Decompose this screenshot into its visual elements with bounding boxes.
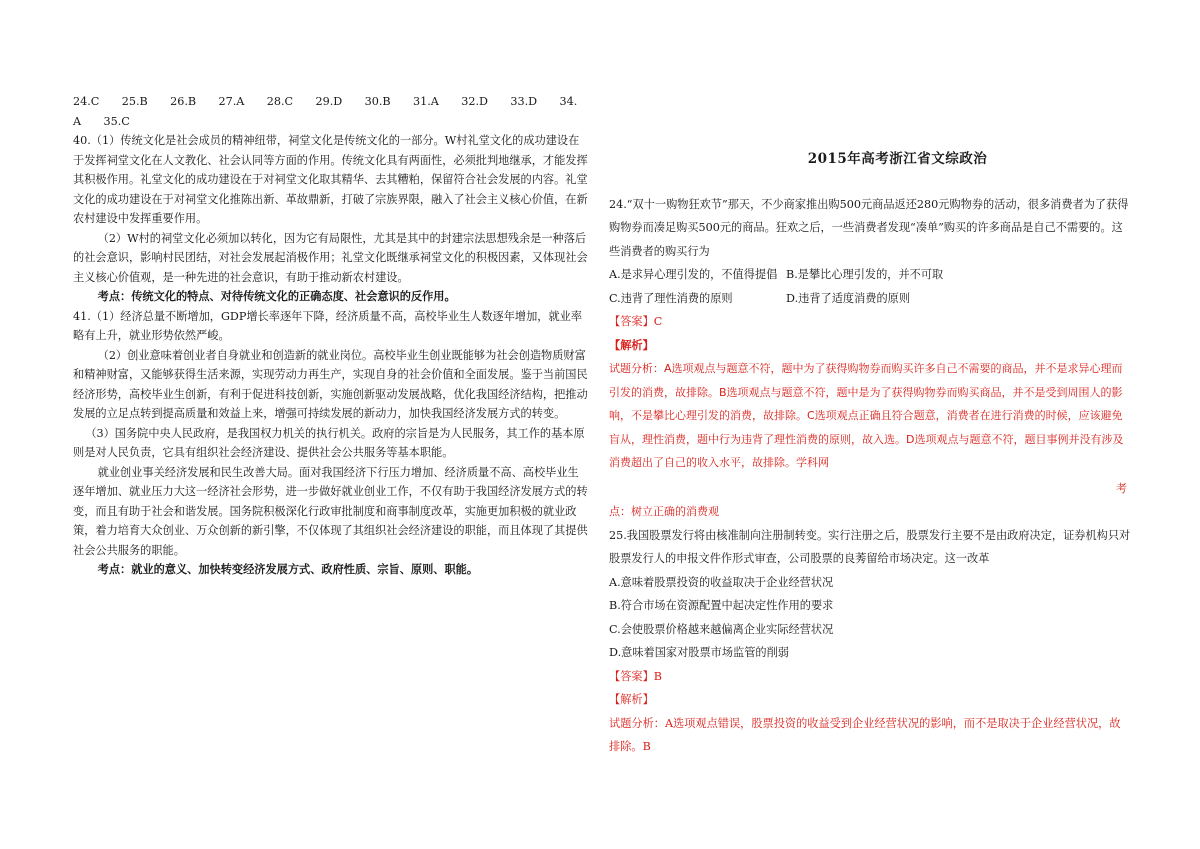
answer-value: C	[653, 315, 663, 328]
q25-option-c: C.会使股票价格越来越偏离企业实际经营状况	[609, 622, 834, 636]
q24-analysis: 试题分析：A选项观点与题意不符，题中为了获得购物券而购买许多自己不需要的商品，并不是求异心理而引发的消费，故排除。B选项观点与题意不符，题中是为了获得购物券而购买商品，并不是受到周围人的影响，不是攀比心理引发的消费，故排除。C选项观点正确且符合题意，消费者在进行消费的时候，应该避免盲从，理性消费，题中行为违背了理性消费的原则，故入选。D选项观点与题意不符，题目事例并没有涉及消费超出了自己的收入水平，故排除。学科网	[609, 362, 1124, 469]
q25-option-b: B.符合市场在资源配置中起决定性作用的要求	[609, 599, 834, 612]
q25-analysis-tag: 【解析】	[609, 693, 654, 706]
q41-part3: （3）国务院中央人民政府，是我国权力机关的执行机关。政府的宗旨是为人民服务，其工作的基本原则是对人民负责，它具有组织社会经济建设、提供社会公共服务等基本职能。	[73, 426, 585, 459]
q25-stem: 25.我国股票发行将由核准制向注册制转变。实行注册之后，股票发行主要不是由政府决定，证券机构只对股票发行人的申报文件作形式审查，公司股票的良莠留给市场决定。这一改革	[609, 528, 1131, 565]
q41-part1: 41.（1）经济总量不断增加，GDP增长率逐年下降，经济质量不高，高校毕业生人数逐年增加，就业率略有上升，就业形势依然严峻。	[73, 309, 583, 342]
q41-kaodian: 考点：就业的意义、加快转变经济发展方式、政府性质、宗旨、原则、职能。	[97, 562, 479, 576]
q24-option-c: C.违背了理性消费的原则	[609, 291, 733, 305]
q41-part4: 就业创业事关经济发展和民生改善大局。面对我国经济下行压力增加、经济质量不高、高校毕业生逐年增加、就业压力大这一经济社会形势，进一步做好就业创业工作，不仅有助于我国经济发展方式的转变，而且有助于社会和谐发展。国务院积极深化行政审批制度和商事制度改革，实施更加积极的就业政策，着力培育大众创业、万众创新的新引擎，不仅体现了其组织社会经济建设的职能，而且体现了其提供社会公共服务的职能。	[73, 465, 588, 557]
q24-stem: 24.“双十一购物狂欢节”那天，不少商家推出购500元商品返还280元购物券的活动，很多消费者为了获得购物券而凑足购买500元的商品。狂欢之后，一些消费者发现“凑单”购买的许多商品是自己不需要的。这些消费者的购买行为	[609, 197, 1129, 258]
q24-kao: 考	[1116, 481, 1127, 495]
answers-line: 24.C 25.B 26.B 27.A 28.C 29.D 30.B 31.A 32.D 33.D 34.	[73, 95, 578, 108]
q40-part2: （2）W村的祠堂文化必须加以转化，因为它有局限性，尤其是其中的封建宗法思想残余是一种落后的社会意识，影响村民团结，对社会发展起消极作用；礼堂文化既继承祠堂文化的积极因素，又体现社会主义核心价值观，是一种先进的社会意识，有助于推动新农村建设。	[73, 231, 588, 284]
q25-option-d: D.意味着国家对股票市场监管的削弱	[609, 646, 789, 659]
q24-analysis-tag: 【解析】	[609, 337, 654, 352]
q25-answer	[609, 665, 1131, 689]
q24-point: 点：树立正确的消费观	[609, 505, 719, 518]
q24-option-b: B.是攀比心理引发的，并不可取	[786, 268, 944, 281]
q40-kaodian: 考点：传统文化的特点、对待传统文化的正确态度、社会意识的反作用。	[97, 289, 456, 303]
q24-options-row2	[609, 287, 1131, 311]
q24-option-d: D.违背了适度消费的原则	[786, 291, 911, 305]
left-column	[73, 92, 588, 580]
q24-option-a: A.是求异心理引发的，不值得提倡	[609, 268, 778, 281]
q24-options-row1	[609, 263, 1131, 287]
q25-option-a: A.意味着股票投资的收益取决于企业经营状况	[609, 575, 834, 589]
q24-answer	[609, 310, 1131, 334]
page-title: 2015年高考浙江省文综政治	[807, 151, 988, 167]
answers-line-2: A 35.C	[73, 114, 130, 128]
q25-analysis: 试题分析：A选项观点错误，股票投资的收益受到企业经营状况的影响，而不是取决于企业经营状况，故排除。B	[609, 716, 1121, 753]
answer-tag: 【答案】	[609, 669, 654, 683]
right-column	[609, 150, 1131, 759]
answer-tag: 【答案】	[609, 315, 654, 328]
q41-part2: （2）创业意味着创业者自身就业和创造新的就业岗位。高校毕业生创业既能够为社会创造物质财富和精神财富，又能够获得生活来源，实现劳动力再生产，实现自身的社会价值和全面发展。鉴于当前国民经济形势，高校毕业生创新，有利于促进科技创新，实施创新驱动发展战略，优化我国经济结构，把推动发展的立足点转到提高质量和效益上来，增强可持续发展的新动力，加快我国经济发展方式的转变。	[73, 348, 588, 420]
q40-part1: 40.（1）传统文化是社会成员的精神纽带，祠堂文化是传统文化的一部分。W村礼堂文化的成功建设在于发挥祠堂文化在人文教化、社会认同等方面的作用。传统文化具有两面性，必须批判地继承，才能发挥其积极作用。礼堂文化的成功建设在于对祠堂文化取其精华、去其糟粕，保留符合社会发展的内容。礼堂文化的成功建设在于对祠堂文化推陈出新、革故鼎新，打破了宗族界限，融入了社会主义核心价值，在新农村建设中发挥重要作用。	[73, 134, 588, 225]
answer-value: B	[653, 669, 662, 683]
